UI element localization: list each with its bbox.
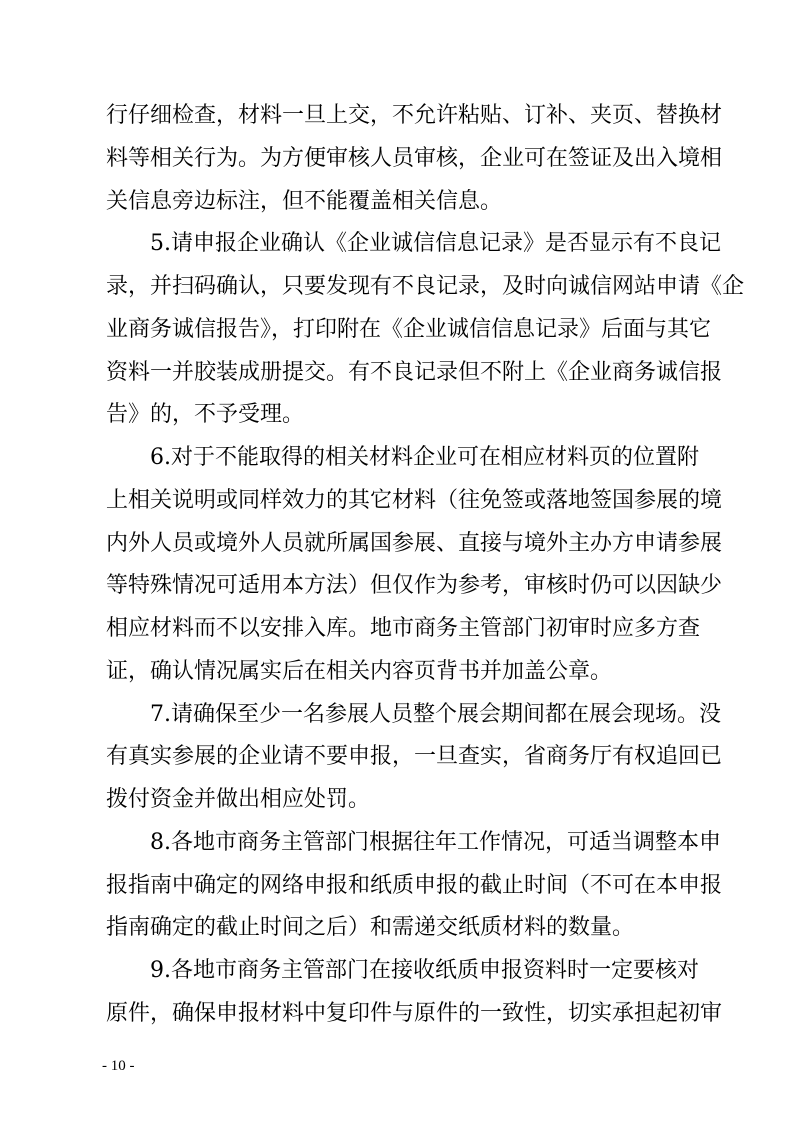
text-line: 相应材料而不以安排入库。地市商务主管部门初审时应多方查 bbox=[106, 616, 701, 641]
text-line: 资料一并胶装成册提交。有不良记录但不附上《企业商务诚信报 bbox=[106, 360, 723, 385]
text-line: 有真实参展的企业请不要申报，一旦查实，省商务厅有权追回已 bbox=[106, 744, 723, 769]
text-line: 料等相关行为。为方便审核人员审核，企业可在签证及出入境相 bbox=[106, 146, 723, 171]
text-line: 6.对于不能取得的相关材料企业可在相应材料页的位置附 bbox=[150, 445, 699, 470]
text-line: 业商务诚信报告》，打印附在《企业诚信信息记录》后面与其它 bbox=[106, 317, 712, 342]
text-line: 上相关说明或同样效力的其它材料（往免签或落地签国参展的境 bbox=[106, 488, 723, 513]
text-line: 5.请申报企业确认《企业诚信信息记录》是否显示有不良记 bbox=[150, 231, 721, 256]
text-line: 等特殊情况可适用本方法）但仅作为参考，审核时仍可以因缺少 bbox=[106, 573, 723, 598]
text-line: 告》的，不予受理。 bbox=[106, 402, 305, 427]
page-number: - 10 - bbox=[102, 1058, 135, 1074]
text-line: 关信息旁边标注，但不能覆盖相关信息。 bbox=[106, 189, 503, 214]
text-line: 7.请确保至少一名参展人员整个展会期间都在展会现场。没 bbox=[150, 702, 721, 727]
text-line: 证，确认情况属实后在相关内容页背书并加盖公章。 bbox=[106, 659, 613, 684]
text-line: 8.各地市商务主管部门根据往年工作情况，可适当调整本申 bbox=[150, 830, 721, 855]
text-line: 拨付资金并做出相应处罚。 bbox=[106, 787, 371, 812]
text-line: 报指南中确定的网络申报和纸质申报的截止时间（不可在本申报 bbox=[106, 873, 723, 898]
text-line: 原件，确保申报材料中复印件与原件的一致性，切实承担起初审 bbox=[106, 1001, 723, 1026]
text-line: 录，并扫码确认，只要发现有不良记录，及时向诚信网站申请《企 bbox=[106, 274, 745, 299]
text-line: 9.各地市商务主管部门在接收纸质申报资料时一定要核对 bbox=[150, 958, 699, 983]
text-line: 内外人员或境外人员就所属国参展、直接与境外主办方申请参展 bbox=[106, 531, 723, 556]
text-line: 行仔细检查，材料一旦上交，不允许粘贴、订补、夹页、替换材 bbox=[106, 103, 723, 128]
text-line: 指南确定的截止时间之后）和需递交纸质材料的数量。 bbox=[106, 915, 635, 940]
